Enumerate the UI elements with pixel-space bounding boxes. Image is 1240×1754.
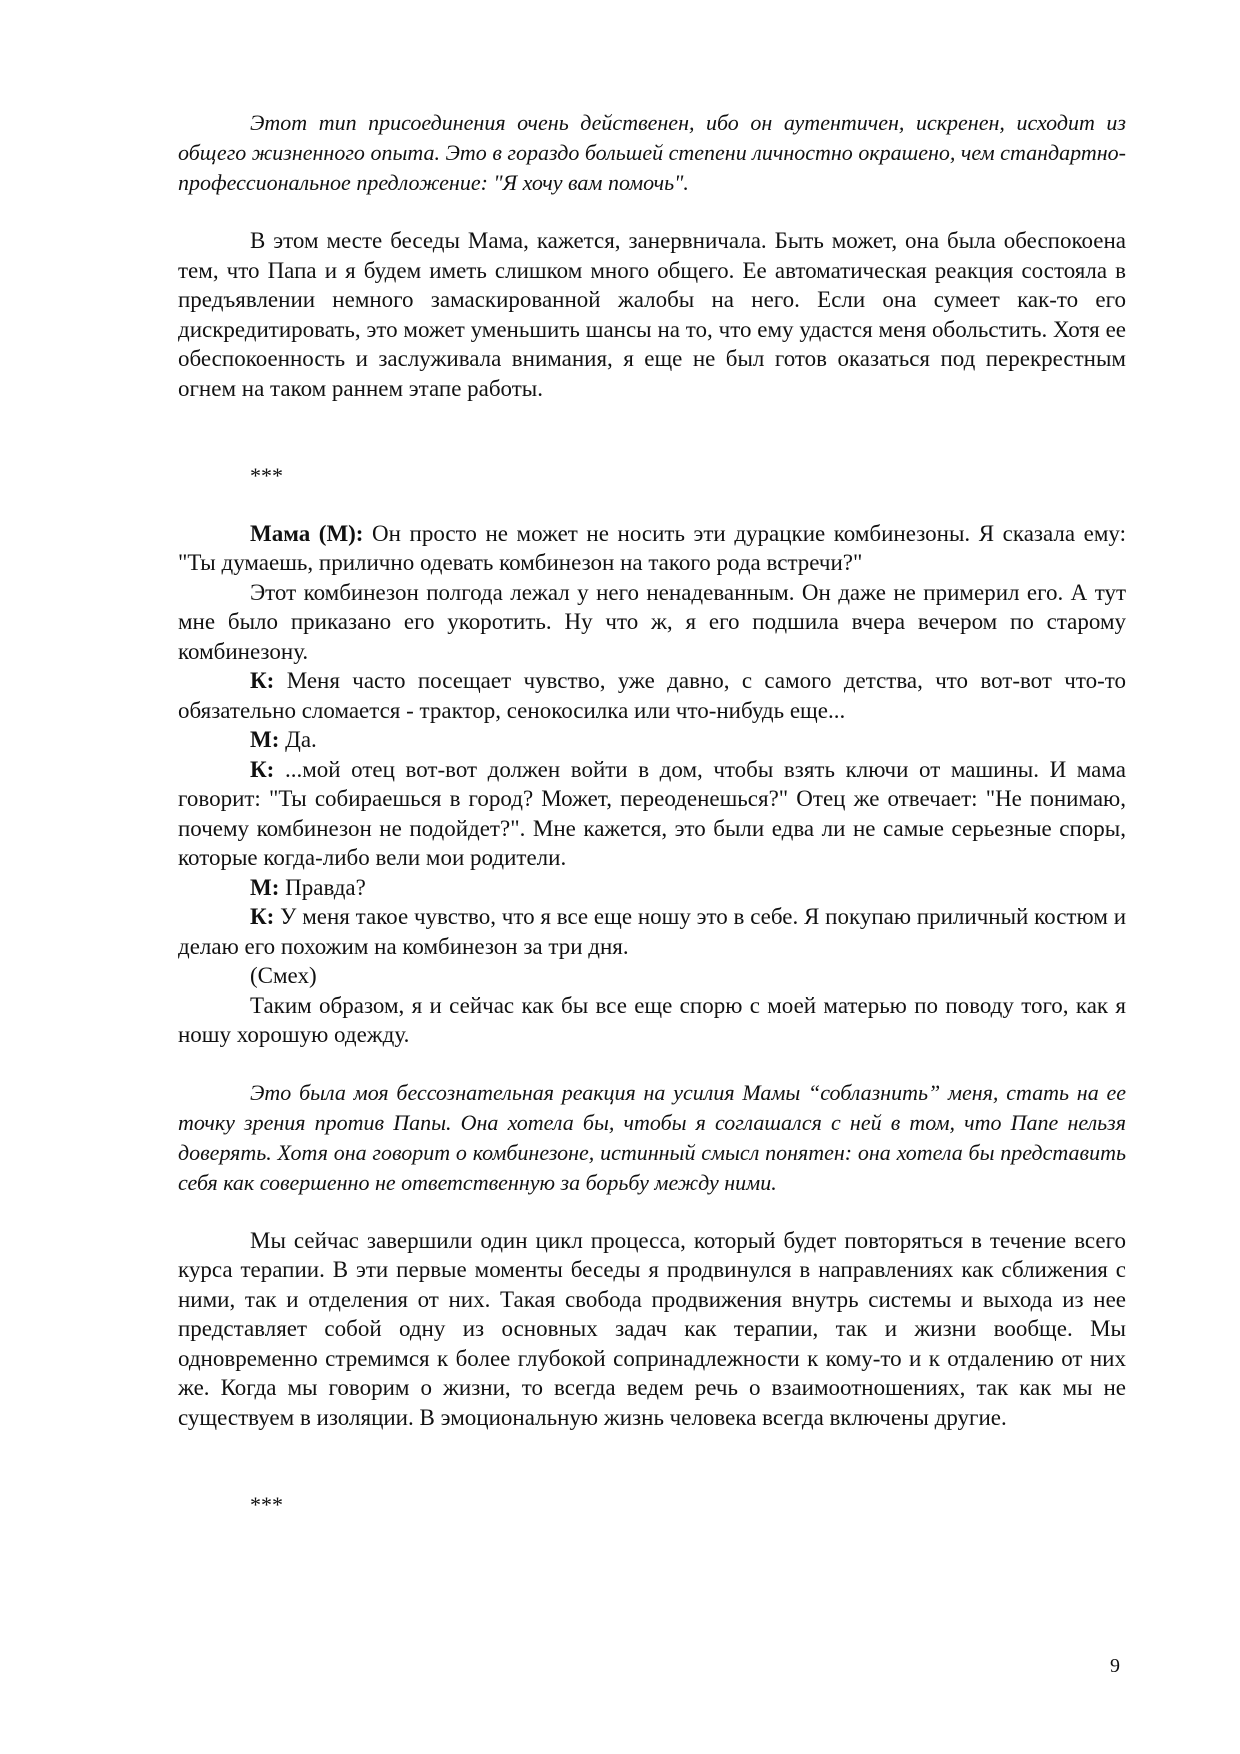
- dialogue-stage-direction: (Смех): [250, 963, 317, 988]
- spacer: [178, 491, 1126, 519]
- dialogue-line-k-3: [178, 902, 1126, 961]
- dialogue-line-m-1: [178, 725, 1126, 755]
- dialogue-line-k-2: [178, 755, 1126, 873]
- page-body: [178, 108, 1126, 1520]
- spacer: [178, 1050, 1126, 1078]
- section-separator-2: ***: [250, 1492, 283, 1517]
- spacer: [178, 1198, 1126, 1226]
- spacer: [178, 198, 1126, 226]
- dialogue-text: Правда?: [279, 874, 366, 900]
- commentary-paragraph-1: Этот тип присоединения очень действенен, ибо он аутентичен, искренен, исходит из общего жизненного опыта. Это в гораздо большей степени личностно окрашено, чем стандартно-профессиональное предложение: "Я хочу вам помочь".: [178, 110, 1126, 195]
- commentary-paragraph-2: Это была моя бессознательная реакция на усилия Мамы “соблазнить” меня, стать на ее точку зрения против Папы. Она хотела бы, чтобы я соглашался с ней в том, что Папе нельзя доверять. Хотя она говорит о комбинезоне, истинный смысл понятен: она хотела бы представить себя как совершенно не ответственную за борьбу между ними.: [178, 1079, 1126, 1195]
- speaker-label: Мама (М):: [250, 520, 364, 546]
- body-paragraph-2: Мы сейчас завершили один цикл процесса, который будет повторяться в течение всего курса терапии. В эти первые моменты беседы я продвинулся в направлениях как сближения с ними, так и отделения от них. Такая свобода продвижения внутрь системы и выхода из нее представляет собой одну из основных задач как терапии, так и жизни вообще. Мы одновременно стремимся к более глубокой сопринадлежности к кому-то и к отдалению от них же. Когда мы говорим о жизни, то всегда ведем речь о взаимоотношениях, так как мы не существуем в изоляции. В эмоциональную жизнь человека всегда включены другие.: [178, 1227, 1126, 1430]
- speaker-label: К:: [250, 756, 275, 782]
- dialogue-line-m-2: [178, 873, 1126, 903]
- speaker-label: К:: [250, 668, 275, 693]
- dialogue-line-mama-2: Этот комбинезон полгода лежал у него ненадеванным. Он даже не примерил его. А тут мне было приказано его укоротить. Ну что ж, я его подшила вчера вечером по старому комбинезону.: [178, 579, 1126, 664]
- spacer: [178, 403, 1126, 461]
- dialogue-line-k-1: [178, 666, 1126, 725]
- speaker-label: К:: [250, 904, 275, 929]
- speaker-label: М:: [250, 874, 280, 900]
- spacer: [178, 1432, 1126, 1490]
- dialogue-text: ...мой отец вот-вот должен войти в дом, чтобы взять ключи от машины. И мама говорит: "Ты собираешься в город? Может, переоденешься?" Отец же отвечает: "Не понимаю, почему комбинезон не подойдет?". Мне кажется, это были едва ли не самые серьезные споры, которые когда-либо вели мои родители.: [178, 756, 1126, 870]
- speaker-label: М:: [250, 727, 280, 752]
- dialogue-text: Он просто не может не носить эти дурацкие комбинезоны. Я сказала ему: "Ты думаешь, прилично одевать комбинезон на такого рода встречи?": [178, 520, 1127, 575]
- dialogue-text: У меня такое чувство, что я все еще ношу это в себе. Я покупаю приличный костюм и делаю его похожим на комбинезон за три дня.: [178, 904, 1126, 959]
- dialogue-text: Да.: [279, 727, 317, 752]
- section-separator-1: ***: [250, 463, 283, 488]
- body-paragraph-1: В этом месте беседы Мама, кажется, занервничала. Быть может, она была обеспокоена тем, что Папа и я будем иметь слишком много общего. Ее автоматическая реакция состояла в предъявлении немного замаскированной жалобы на него. Если она сумеет как-то его дискредитировать, это может уменьшить шансы на то, что ему удастся меня обольстить. Хотя ее обеспокоенность и заслуживала внимания, я еще не был готов оказаться под перекрестным огнем на таком раннем этапе работы.: [178, 228, 1126, 401]
- dialogue-line-k-4: Таким образом, я и сейчас как бы все еще спорю с моей матерью по поводу того, как я ношу хорошую одежду.: [178, 992, 1126, 1047]
- dialogue-line-mama-1: [178, 519, 1126, 578]
- page-number: 9: [1110, 1655, 1120, 1677]
- dialogue-text: Меня часто посещает чувство, уже давно, с самого детства, что вот-вот что-то обязательно сломается - трактор, сенокосилка или что-нибудь еще...: [178, 668, 1126, 723]
